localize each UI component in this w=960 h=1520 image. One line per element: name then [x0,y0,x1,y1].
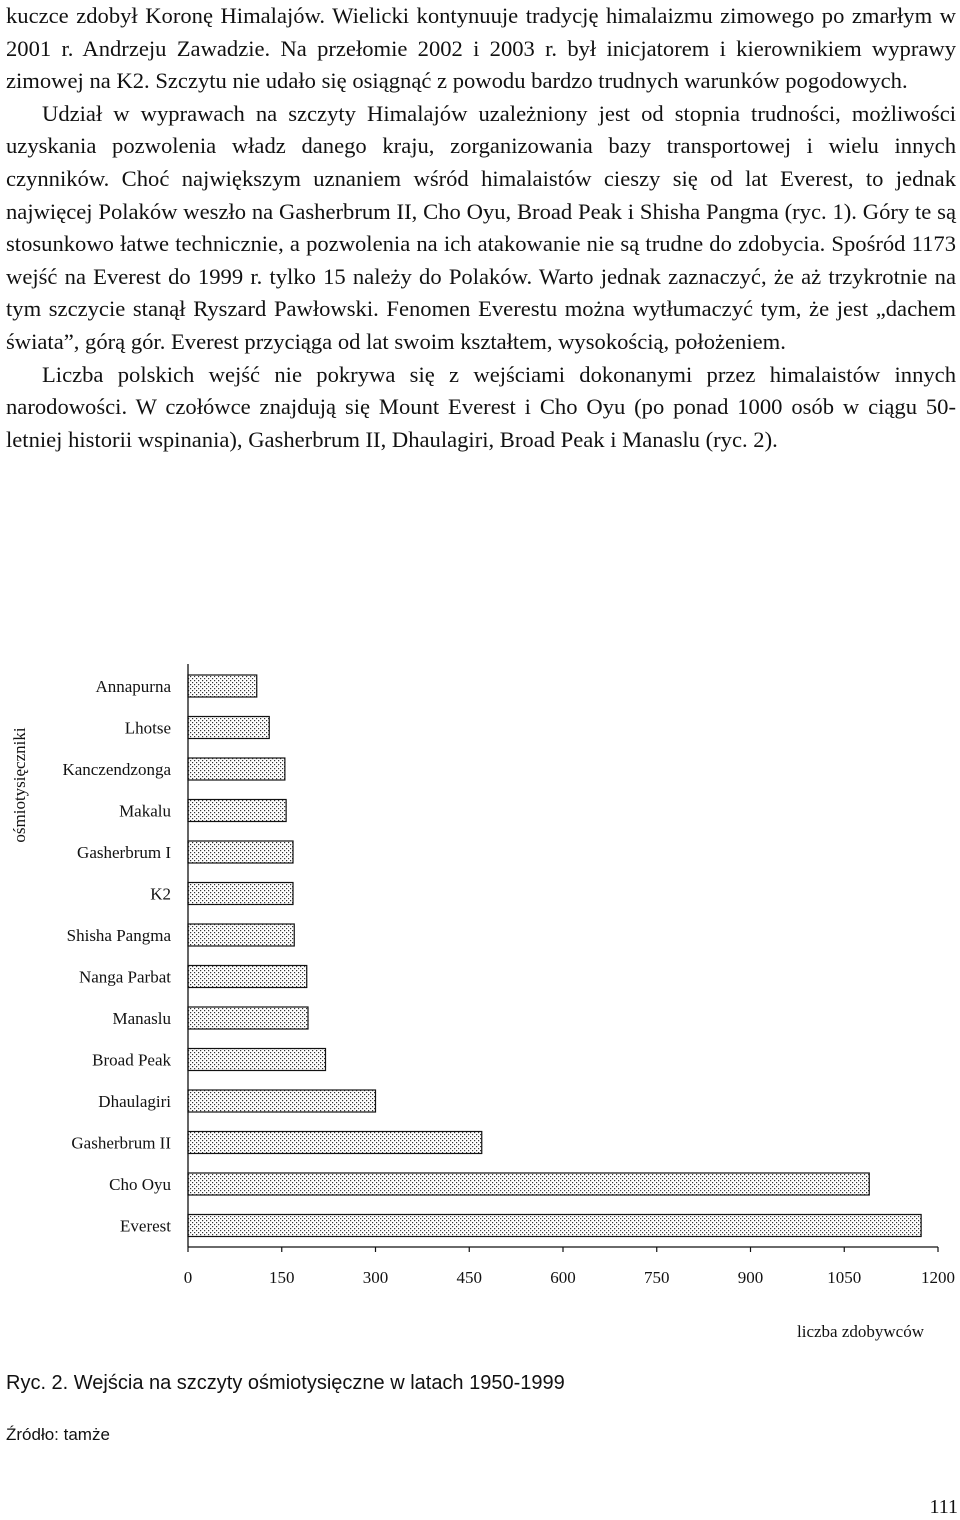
bar [188,717,269,739]
bar [188,758,285,780]
bar-chart [0,650,960,1350]
page-number: 111 [929,1496,958,1518]
bar [188,1049,326,1071]
category-label: Annapurna [95,677,171,696]
bar [188,1090,376,1112]
bar [188,1173,869,1195]
bar-chart-svg [0,650,960,1350]
bar [188,800,286,822]
x-tick-label: 600 [550,1268,576,1287]
y-axis-title: ośmiotysięczniki [10,727,29,843]
bar [188,1132,482,1154]
paragraph-1: kuczce zdobył Koronę Himalajów. Wielicki kontynuuje tradycję himalaizmu zimowego po zmarłym w 2001 r. Andrzeju Zawadzie. Na przełomie 2002 i 2003 r. był inicjatorem i kierownikiem wyprawy zimowej na K2. Szczytu nie udało się osiągnąć z powodu bardzo trudnych warunków pogodowych. [6,3,956,94]
category-label: Nanga Parbat [78,967,171,987]
bar [188,675,257,697]
category-label: Everest [120,1216,171,1236]
bars [62,675,921,1237]
category-label: K2 [150,884,171,904]
category-label: Cho Oyu [109,1175,171,1194]
category-label: Shisha Pangma [66,926,171,945]
x-tick-label: 1200 [921,1268,955,1287]
category-label: Lhotse [124,718,171,738]
x-tick-label: 900 [737,1268,764,1287]
bar [188,841,293,863]
x-tick-label: 750 [644,1268,670,1287]
bar [188,1215,921,1237]
paragraph-2: Udział w wyprawach na szczyty Himalajów uzależniony jest od stopnia trudności, możliwości uzyskania pozwolenia władz danego kraju, zorganizowania bazy transportowej i wielu innych czynników. Choć największym uznaniem wśród himalaistów cieszy się od lat Everest, to jednak najwięcej Polaków weszło na Gasherbrum II, Cho Oyu, Broad Peak i Shisha Pangma (ryc. 1). Góry te są stosunkowo łatwe technicznie, a pozwolenia na ich atakowanie nie są trudne do zdobycia. Spośród 1173 wejść na Everest do 1999 r. tylko 15 należy do Polaków. Warto jednak zaznaczyć, że aż trzykrotnie na tym szczycie stanął Ryszard Pawłowski. Fenomen Everestu można wytłumaczyć tym, że jest „dachem świata”, górą gór. Everest przyciąga od lat swoim kształtem, wysokością, położeniem. [6,100,956,354]
x-axis-title: liczba zdobywców [797,1322,924,1341]
category-label: Gasherbrum I [77,843,171,862]
x-tick-label: 300 [362,1268,389,1287]
category-label: Dhaulagiri [98,1092,171,1111]
bar [188,966,307,988]
figure-caption: Ryc. 2. Wejścia na szczyty ośmiotysięczne w latach 1950-1999 [6,1372,565,1394]
bar [188,924,294,946]
bar [188,1007,308,1029]
category-label: Kanczendzonga [62,760,171,779]
category-label: Makalu [119,801,171,821]
category-label: Gasherbrum II [71,1133,171,1153]
x-tick-label: 1050 [827,1268,862,1287]
figure-source: Źródło: tamże [6,1425,110,1444]
bar [188,883,293,905]
category-label: Broad Peak [92,1050,171,1070]
article-body [6,0,956,456]
paragraph-3: Liczba polskich wejść nie pokrywa się z wejściami dokonanymi przez himalaistów innych narodowości. W czołówce znajdują się Mount Everest i Cho Oyu (po ponad 1000 osób w ciągu 50-letniej historii wspinania), Gasherbrum II, Dhaulagiri, Broad Peak i Manaslu (ryc. 2). [6,361,956,452]
y-axis-title-group [10,727,29,842]
x-tick-label: 450 [456,1268,482,1287]
x-tick-label: 150 [269,1268,295,1287]
axes [184,664,955,1341]
x-tick-label: 0 [183,1268,193,1287]
category-label: Manaslu [112,1009,171,1028]
